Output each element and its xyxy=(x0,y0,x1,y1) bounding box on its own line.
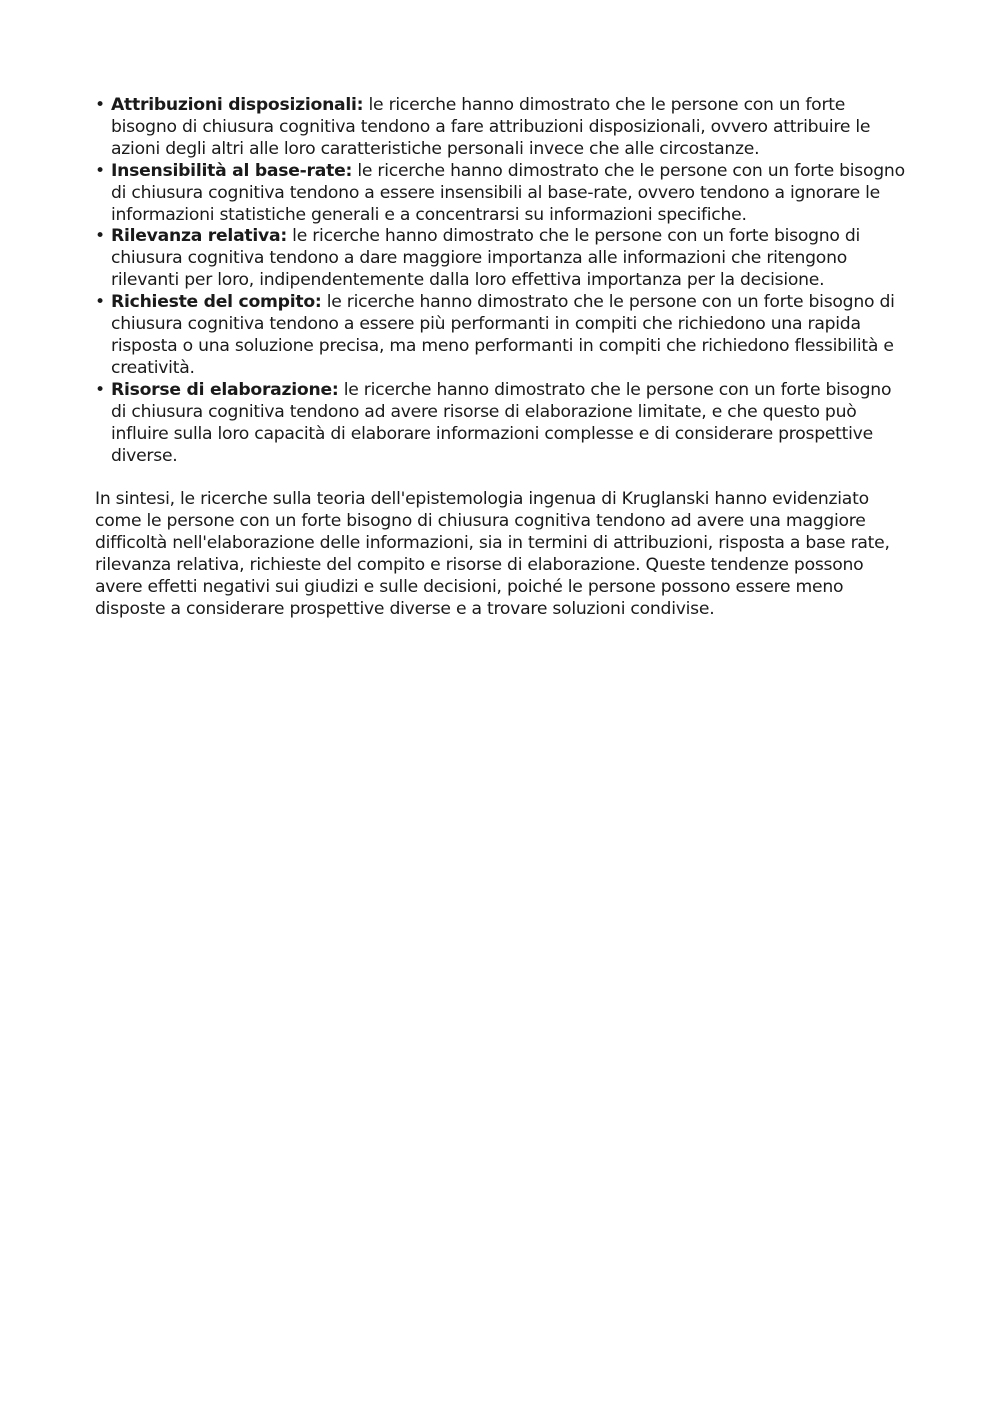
document-body xyxy=(95,95,910,621)
bullet-icon: • xyxy=(95,160,105,181)
item-text: le ricerche hanno dimostrato che le persone con un forte bisogno di chiusura cognitiva tendono a essere insensibili al base-rate, ovvero tendono a ignorare le informazioni statistiche generali e a concentrarsi su informazioni specifiche. xyxy=(111,160,905,225)
item-text: le ricerche hanno dimostrato che le persone con un forte bisogno di chiusura cognitiva tendono a fare attribuzioni disposizionali, ovvero attribuire le azioni degli altri alle loro caratteristiche personali invece che alle circostanze. xyxy=(111,95,871,159)
bullet-icon: • xyxy=(95,95,105,115)
bullet-icon: • xyxy=(95,292,105,313)
bullet-icon: • xyxy=(95,379,105,400)
bullet-icon: • xyxy=(95,226,105,247)
item-term: Rilevanza relativa: xyxy=(111,226,287,247)
bullet-list xyxy=(95,95,910,467)
item-text: le ricerche hanno dimostrato che le persone con un forte bisogno di chiusura cognitiva tendono a essere più performanti in compiti che richiedono una rapida risposta o una soluzione precisa, ma meno performanti in compiti che richiedono flessibilità e creatività. xyxy=(111,292,895,378)
item-term: Attribuzioni disposizionali: xyxy=(111,95,364,115)
item-term: Insensibilità al base-rate: xyxy=(111,160,353,181)
list-item xyxy=(95,161,910,227)
summary-paragraph: In sintesi, le ricerche sulla teoria dell'epistemologia ingenua di Kruglanski hanno evidenziato come le persone con un forte bisogno di chiusura cognitiva tendono ad avere una maggiore difficoltà nell'elaborazione delle informazioni, sia in termini di attribuzioni, risposta a base rate, rilevanza relativa, richieste del compito e risorse di elaborazione. Queste tendenze possono avere effetti negativi sui giudizi e sulle decisioni, poiché le persone possono essere meno disposte a considerare prospettive diverse e a trovare soluzioni condivise. xyxy=(95,489,890,619)
item-term: Richieste del compito: xyxy=(111,292,322,313)
item-term: Risorse di elaborazione: xyxy=(111,379,339,400)
item-text: le ricerche hanno dimostrato che le persone con un forte bisogno di chiusura cognitiva tendono a dare maggiore importanza alle informazioni che ritengono rilevanti per loro, indipendentemente dalla loro effettiva importanza per la decisione. xyxy=(111,226,861,291)
list-item xyxy=(95,292,910,380)
list-item xyxy=(95,380,910,468)
list-item xyxy=(95,95,910,161)
item-text: le ricerche hanno dimostrato che le persone con un forte bisogno di chiusura cognitiva tendono ad avere risorse di elaborazione limitate, e che questo può influire sulla loro capacità di elaborare informazioni complesse e di considerare prospettive diverse. xyxy=(111,379,892,466)
list-item xyxy=(95,226,910,292)
